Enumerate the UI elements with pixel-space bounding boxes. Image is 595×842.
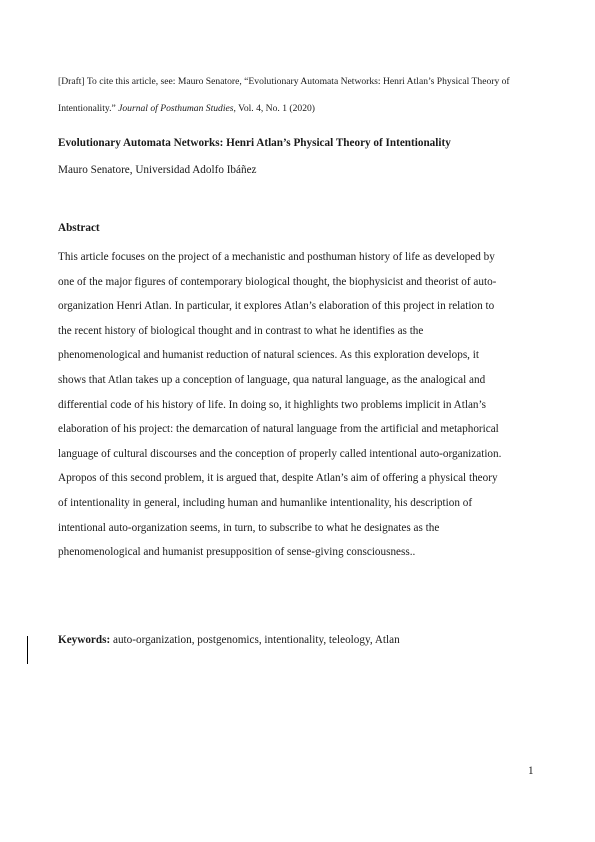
text-cursor	[27, 636, 28, 664]
abstract-line: phenomenological and humanist presupposition of sense-giving consciousness..	[58, 546, 416, 559]
abstract-line: elaboration of his project: the demarcation of natural language from the artificial and metaphorical	[58, 423, 499, 436]
citation-line-1: [Draft] To cite this article, see: Mauro Senatore, “Evolutionary Automata Networks: Henri Atlan’s Physical Theory of	[58, 76, 510, 87]
citation-line-2	[58, 95, 538, 122]
keywords-text: auto-organization, postgenomics, intentionality, teleology, Atlan	[110, 634, 400, 646]
abstract-line: one of the major figures of contemporary biological thought, the biophysicist and theorist of auto-	[58, 275, 497, 288]
abstract-line: of intentionality in general, including human and humanlike intentionality, his description of	[58, 496, 473, 509]
author-line: Mauro Senatore, Universidad Adolfo Ibáñez	[58, 164, 257, 176]
article-title: Evolutionary Automata Networks: Henri Atlan’s Physical Theory of Intentionality	[58, 137, 451, 149]
abstract-line: differential code of his history of life. In doing so, it highlights two problems implicit in Atlan’s	[58, 398, 486, 411]
abstract-line: shows that Atlan takes up a conception of language, qua natural language, as the analogical and	[58, 373, 486, 386]
abstract-line: language of cultural discourses and the conception of properly called intentional auto-organization.	[58, 447, 502, 460]
abstract-heading: Abstract	[58, 222, 100, 234]
keywords-label: Keywords:	[58, 634, 111, 646]
citation-note	[58, 68, 538, 122]
abstract-line: Apropos of this second problem, it is argued that, despite Atlan’s aim of offering a physical theory	[58, 472, 498, 485]
abstract-line: the recent history of biological thought and in contrast to what he identifies as the	[58, 324, 424, 337]
journal-name: Journal of Posthuman Studies	[118, 103, 234, 114]
abstract-line: This article focuses on the project of a mechanistic and posthuman history of life as developed by	[58, 251, 495, 263]
page-number: 1	[528, 765, 534, 777]
abstract-line: organization Henri Atlan. In particular, it explores Atlan’s elaboration of this project in relation to	[58, 300, 495, 313]
abstract-body	[58, 245, 538, 565]
citation-line-2-prefix: Intentionality.”	[58, 103, 119, 114]
abstract-line: phenomenological and humanist reduction of natural sciences. As this exploration develops, it	[58, 349, 479, 362]
citation-line-2-suffix: , Vol. 4, No. 1 (2020)	[233, 103, 315, 114]
abstract-line: intentional auto-organization seems, in turn, to subscribe to what he designates as the	[58, 521, 440, 534]
keywords-line	[58, 634, 538, 646]
